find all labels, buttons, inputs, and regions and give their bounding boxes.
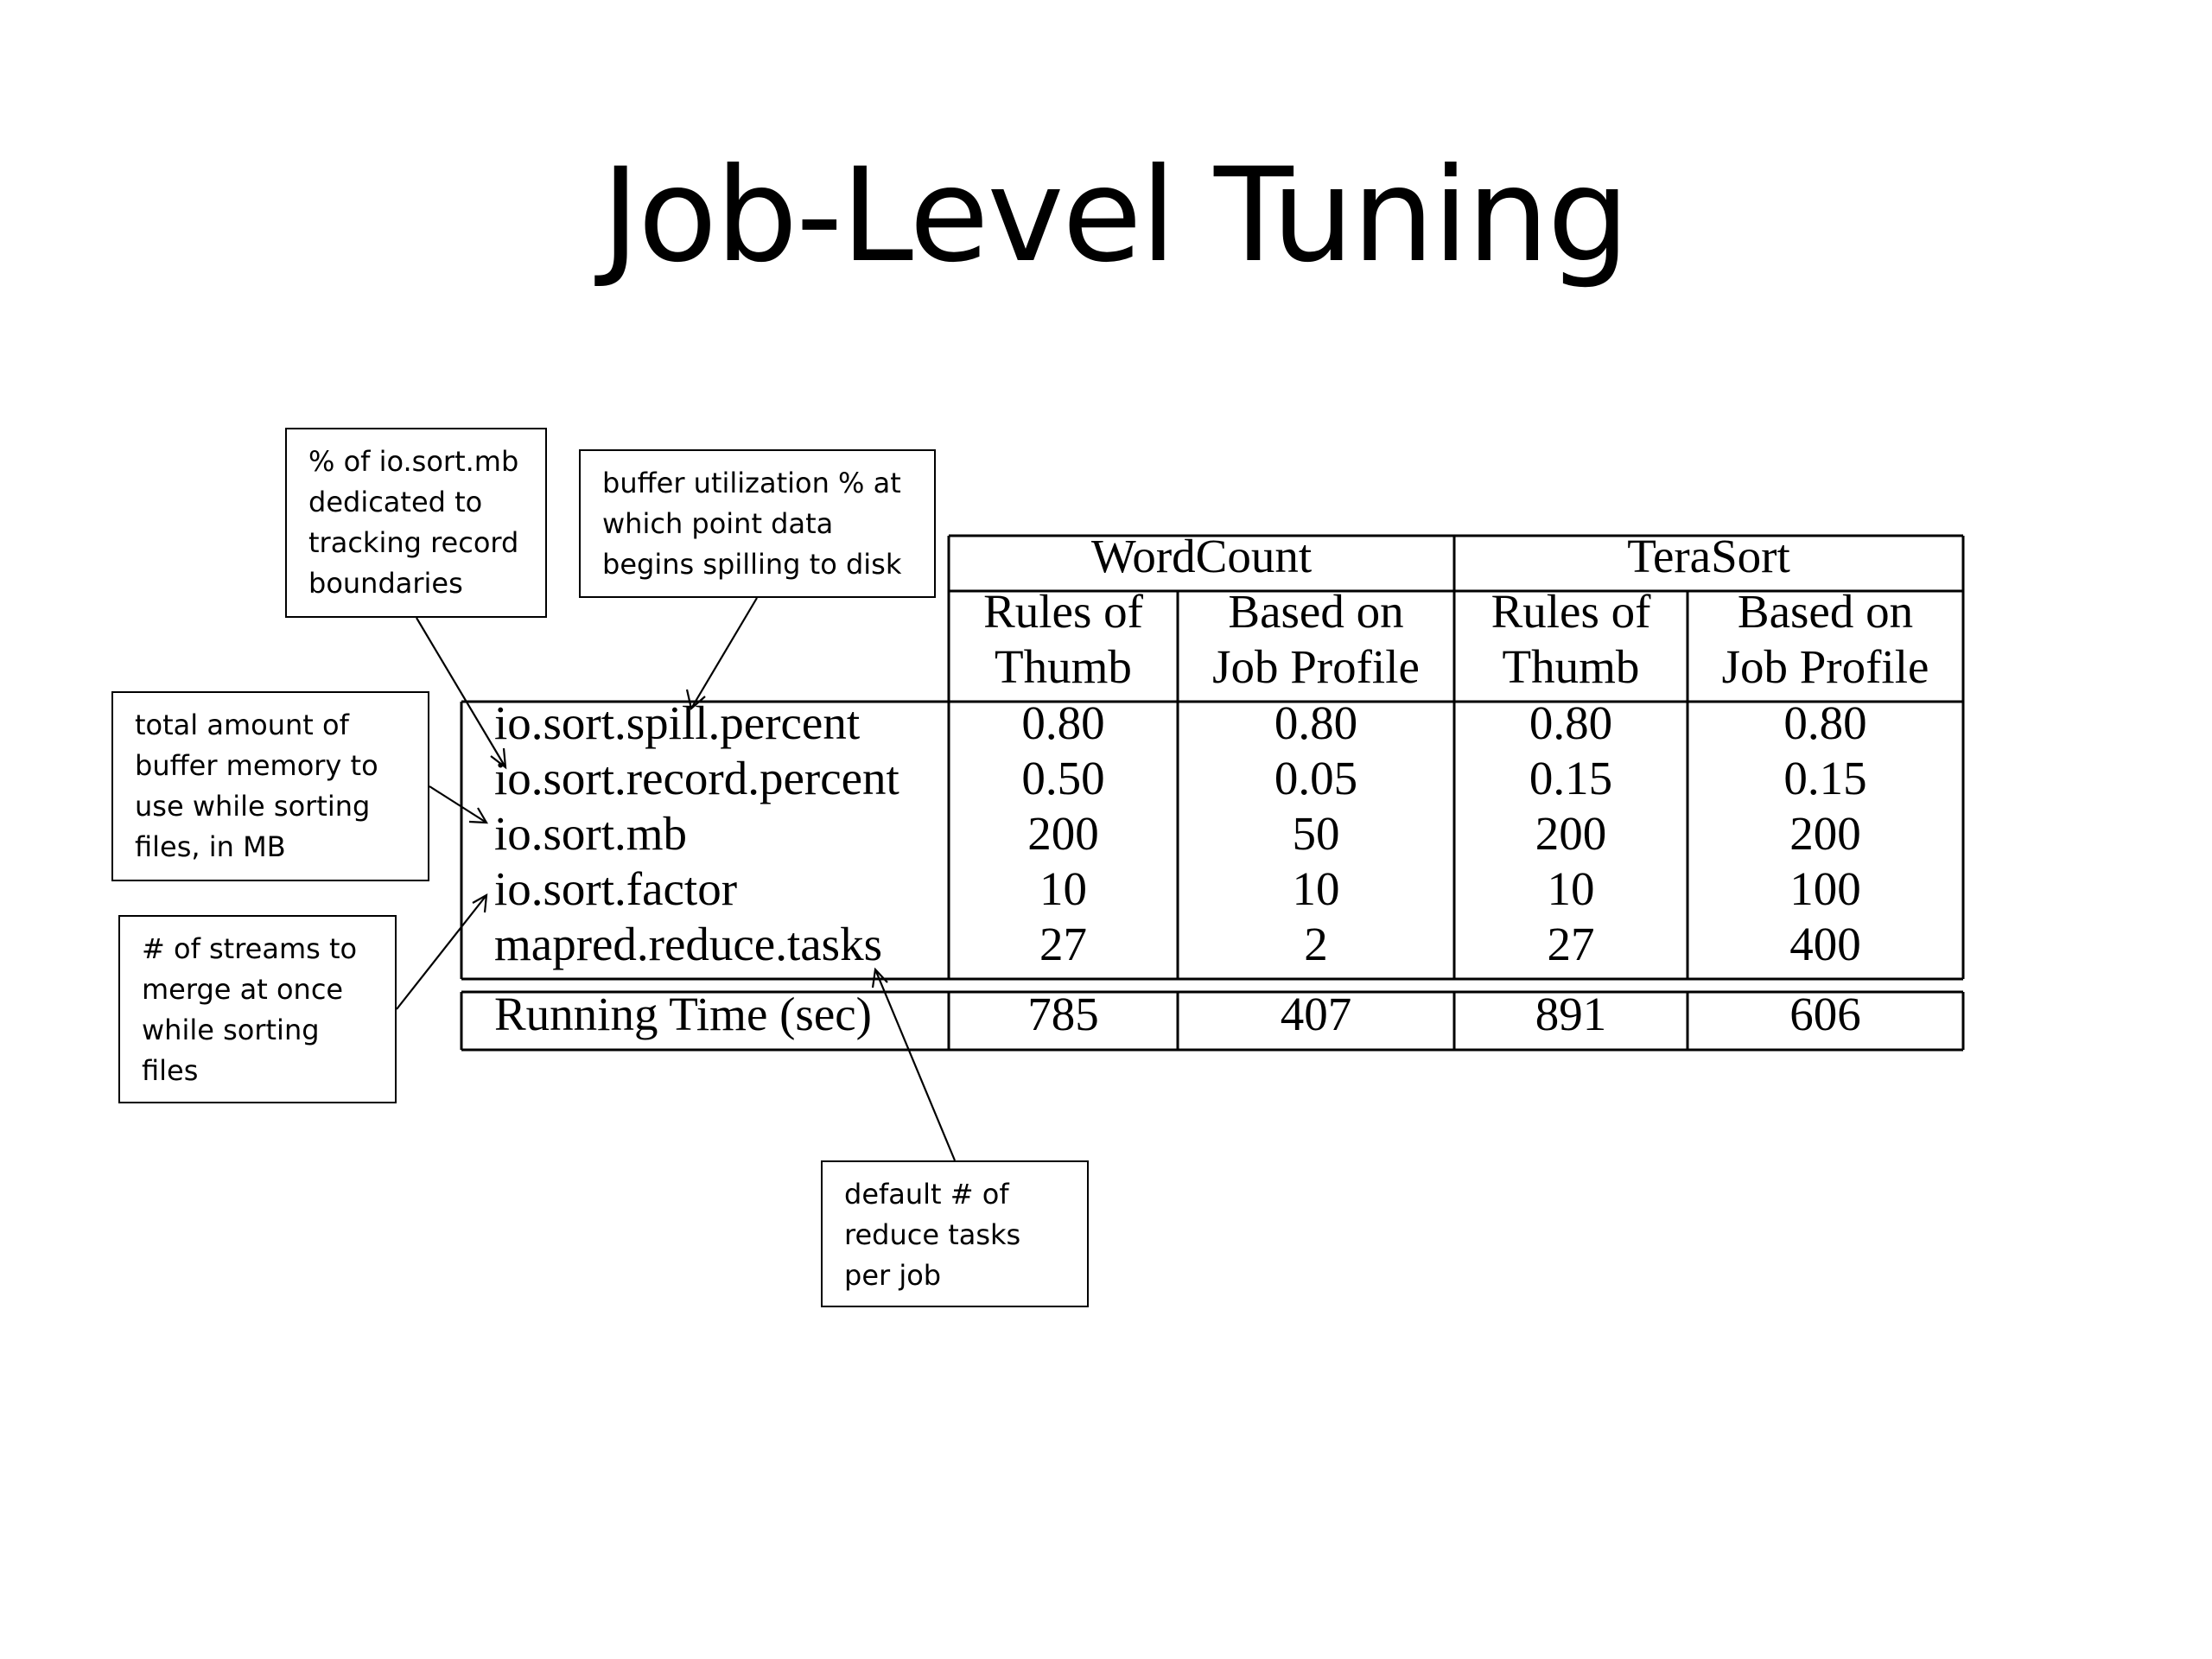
table-cell: 10 xyxy=(1547,862,1595,915)
table-cell: 0.80 xyxy=(1021,696,1105,749)
callout-line: buffer memory to xyxy=(135,749,378,782)
subheader-line: Based on xyxy=(1737,585,1914,638)
table-cell: 0.50 xyxy=(1021,752,1105,804)
param-name: io.sort.mb xyxy=(494,807,688,860)
callout-line: while sorting xyxy=(142,1014,320,1046)
leader-line xyxy=(875,969,955,1160)
subheader-line: Thumb xyxy=(995,640,1132,693)
leader-line xyxy=(691,598,757,709)
callout-line: % of io.sort.mb xyxy=(308,445,519,478)
callout-line: boundaries xyxy=(308,567,463,600)
callout-line: files, in MB xyxy=(135,830,286,863)
callout-line: which point data xyxy=(602,507,834,540)
table-cell: 10 xyxy=(1039,862,1087,915)
table-cell: 10 xyxy=(1292,862,1340,915)
table-cell: 27 xyxy=(1547,918,1595,970)
running-time-cell: 606 xyxy=(1789,988,1861,1040)
leader-line xyxy=(429,786,486,823)
group-header-terasort: TeraSort xyxy=(1627,530,1790,582)
subheader-line: Job Profile xyxy=(1721,640,1929,693)
callout-line: begins spilling to disk xyxy=(602,548,902,581)
table-cell: 27 xyxy=(1039,918,1087,970)
callout-line: per job xyxy=(844,1259,942,1292)
table-cell: 200 xyxy=(1789,807,1861,860)
running-time-cell: 891 xyxy=(1535,988,1607,1040)
callout-line: total amount of xyxy=(135,709,349,741)
table-cell: 0.80 xyxy=(1529,696,1613,749)
subheader-line: Rules of xyxy=(1491,585,1651,638)
table-cell: 2 xyxy=(1304,918,1328,970)
table-cell: 0.15 xyxy=(1529,752,1613,804)
callout-line: default # of xyxy=(844,1178,1009,1211)
table-cell: 50 xyxy=(1292,807,1340,860)
callout-line: # of streams to xyxy=(142,932,358,965)
callout-line: tracking record xyxy=(308,526,519,559)
table-cell: 400 xyxy=(1789,918,1861,970)
subheader-line: Thumb xyxy=(1502,640,1640,693)
param-name: mapred.reduce.tasks xyxy=(494,918,882,970)
slide-title: Job-Level Tuning xyxy=(601,141,1628,291)
subheader-line: Based on xyxy=(1228,585,1404,638)
running-time-cell: 407 xyxy=(1280,988,1352,1040)
callout-line: files xyxy=(142,1054,199,1087)
table-cell: 0.80 xyxy=(1783,696,1867,749)
table-cell: 0.05 xyxy=(1274,752,1358,804)
callout-line: use while sorting xyxy=(135,790,371,823)
callout-line: dedicated to xyxy=(308,486,483,518)
table-cell: 0.80 xyxy=(1274,696,1358,749)
table-cell: 100 xyxy=(1789,862,1861,915)
subheader-line: Job Profile xyxy=(1212,640,1420,693)
callout-line: reduce tasks xyxy=(844,1218,1021,1251)
table-cell: 0.15 xyxy=(1783,752,1867,804)
callout-line: buffer utilization % at xyxy=(602,467,901,499)
subheader-line: Rules of xyxy=(983,585,1143,638)
table-cell: 200 xyxy=(1027,807,1099,860)
group-header-wordcount: WordCount xyxy=(1090,530,1313,582)
param-name: io.sort.factor xyxy=(494,862,738,915)
param-name: io.sort.spill.percent xyxy=(494,696,861,749)
param-name: io.sort.record.percent xyxy=(494,752,899,804)
running-time-cell: 785 xyxy=(1027,988,1099,1040)
table-cell: 200 xyxy=(1535,807,1607,860)
running-time-label: Running Time (sec) xyxy=(494,988,872,1040)
callout-line: merge at once xyxy=(142,973,344,1006)
